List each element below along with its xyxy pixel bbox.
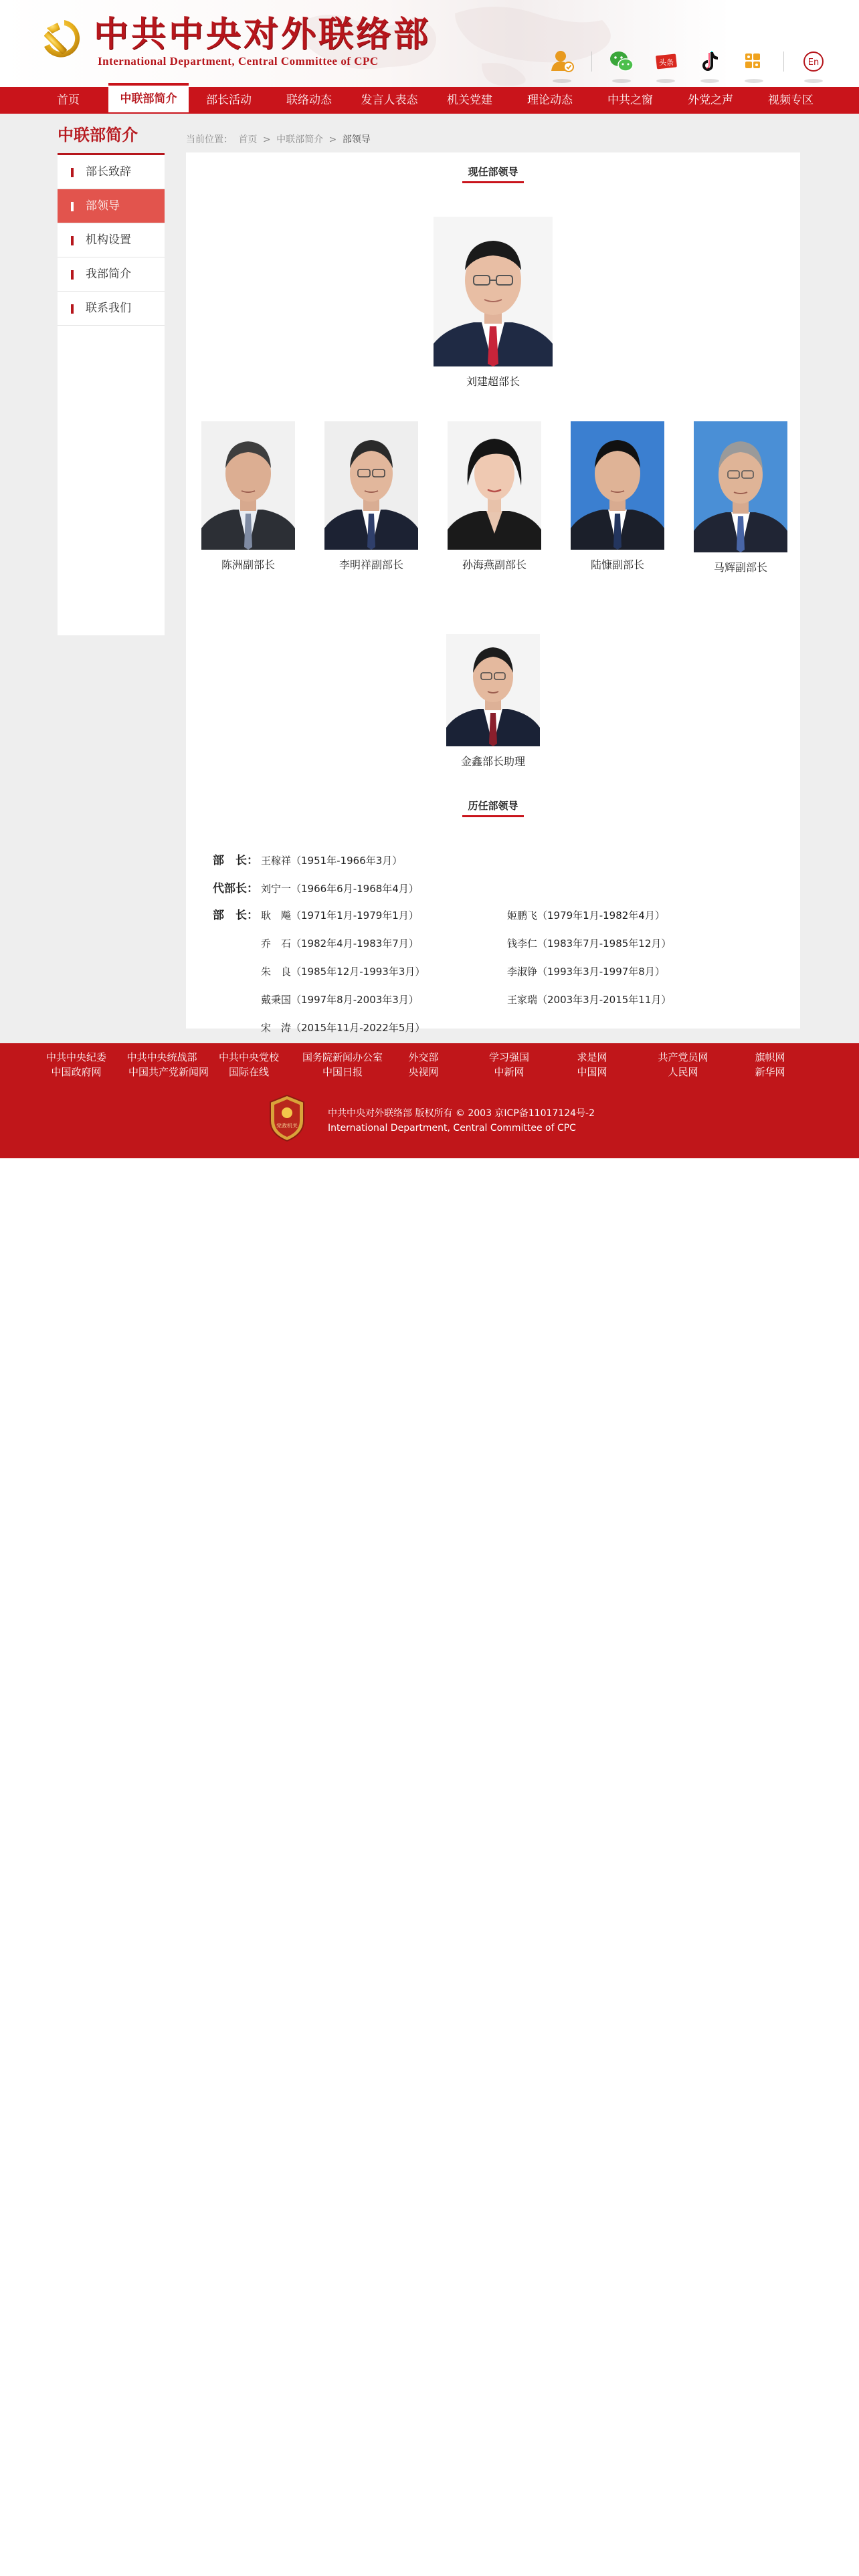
footer-copyright-cn: 中共中央对外联络部 版权所有 © 2003 京ICP备11017124号-2	[328, 1108, 595, 1119]
footer-link[interactable]: 中共中央统战部	[126, 1051, 197, 1063]
sidebar-title: 中联部简介	[58, 120, 165, 155]
footer-link[interactable]: 共产党员网	[658, 1051, 708, 1063]
sidebar	[58, 120, 165, 635]
header-separator	[783, 51, 784, 72]
sidebar-list	[58, 155, 165, 635]
leader-caption: 金鑫部长助理	[460, 755, 525, 768]
leader-photo[interactable]	[324, 421, 418, 550]
former-leader-entry: 乔 石（1982年4月-1983年7月）	[261, 938, 419, 950]
leader-caption: 刘建超部长	[466, 375, 520, 388]
english-label: En	[807, 58, 820, 68]
government-site-badge-icon[interactable]	[268, 1094, 306, 1142]
former-leader-row	[213, 851, 402, 867]
former-leader-entry: 王稼祥（1951年-1966年3月）	[261, 855, 403, 867]
wechat-icon[interactable]	[607, 47, 636, 76]
site-title: 中共中央对外联络部	[94, 14, 432, 55]
former-leader-entry: 刘宁一（1966年6月-1968年4月）	[261, 883, 419, 895]
footer-link[interactable]: 求是网	[577, 1051, 607, 1063]
footer-link[interactable]: 中国日报	[322, 1066, 363, 1078]
former-leader-entry: 耿 飚（1971年1月-1979年1月）	[261, 909, 419, 922]
former-leader-role: 代部长：	[213, 882, 258, 895]
sidebar-item-leaders[interactable]: 部领导	[58, 189, 165, 223]
footer-link[interactable]: 国务院新闻办公室	[302, 1051, 383, 1063]
nav-item-party-building[interactable]: 机关党建	[447, 94, 492, 107]
former-leader-entry-right: 钱李仁（1983年7月-1985年12月）	[507, 938, 672, 950]
breadcrumb-separator: >	[328, 134, 337, 145]
nav-item-liaison-news[interactable]: 联络动态	[286, 94, 332, 107]
leader-photo[interactable]	[434, 217, 553, 366]
header-icon-bar	[533, 43, 828, 80]
footer-link[interactable]: 央视网	[408, 1066, 439, 1078]
nav-item-home[interactable]: 首页	[57, 94, 80, 107]
footer-copyright	[328, 1106, 595, 1136]
leader-photo[interactable]	[694, 421, 787, 552]
nav-item-theory[interactable]: 理论动态	[527, 94, 573, 107]
footer-link[interactable]: 中国网	[577, 1066, 607, 1078]
former-leader-role: 部 长：	[213, 854, 258, 867]
main-content-card	[186, 152, 800, 1034]
site-footer	[0, 1043, 859, 1158]
sidebar-item-minister-speech[interactable]: 部长致辞	[58, 155, 165, 189]
footer-link[interactable]: 旗帜网	[755, 1051, 785, 1063]
footer-link[interactable]: 国际在线	[228, 1066, 269, 1078]
nav-item-cpc-window[interactable]: 中共之窗	[607, 94, 653, 107]
sidebar-item-introduction[interactable]: 我部简介	[58, 257, 165, 292]
former-leader-entry-right: 王家瑞（2003年3月-2015年11月）	[507, 994, 672, 1006]
english-icon[interactable]	[799, 47, 828, 76]
footer-link[interactable]: 新华网	[755, 1066, 785, 1078]
breadcrumb-current: 部领导	[342, 134, 371, 145]
footer-link[interactable]: 中共中央党校	[218, 1051, 279, 1063]
current-leaders-heading	[186, 165, 800, 183]
site-header	[0, 0, 859, 87]
footer-link[interactable]: 中共中央纪委	[45, 1051, 106, 1063]
former-leader-entry-right: 李淑铮（1993年3月-1997年8月）	[507, 966, 665, 978]
former-leader-entry: 朱 良（1985年12月-1993年3月）	[261, 966, 425, 978]
main-nav	[0, 87, 859, 114]
leader-card-vice-minister[interactable]	[191, 421, 305, 572]
breadcrumb-about-link[interactable]: 中联部简介	[276, 134, 324, 145]
nav-item-minister-activities[interactable]: 部长活动	[206, 94, 252, 107]
leader-card-vice-minister[interactable]	[438, 421, 551, 572]
former-leader-row	[213, 905, 419, 922]
nav-item-video[interactable]: 视频专区	[768, 94, 814, 107]
leader-photo[interactable]	[201, 421, 295, 550]
leader-photo[interactable]	[446, 634, 540, 746]
former-leader-entry: 宋 涛（2015年11月-2022年5月）	[261, 1022, 425, 1034]
footer-link[interactable]: 人民网	[668, 1066, 698, 1078]
leader-caption: 陆慷副部长	[590, 558, 644, 571]
nav-item-spokesperson[interactable]: 发言人表态	[361, 94, 418, 107]
toutiao-label: 头条	[659, 58, 674, 67]
sidebar-item-contact[interactable]: 联系我们	[58, 292, 165, 326]
footer-link[interactable]: 中国政府网	[51, 1066, 102, 1078]
leader-caption: 马辉副部长	[713, 561, 767, 574]
breadcrumb-separator: >	[262, 134, 271, 145]
leader-photo[interactable]	[571, 421, 664, 550]
site-subtitle: International Department, Central Committee of CPC	[98, 55, 379, 68]
footer-link[interactable]: 外交部	[408, 1051, 439, 1063]
former-leaders-heading-text: 历任部领导	[462, 798, 523, 817]
former-leader-entry: 戴秉国（1997年8月-2003年3月）	[261, 994, 419, 1006]
breadcrumb-home-link[interactable]: 首页	[238, 134, 258, 145]
current-leaders-heading-text: 现任部领导	[462, 165, 523, 183]
weibo-icon[interactable]	[739, 47, 769, 76]
toutiao-icon[interactable]	[651, 47, 680, 76]
former-leader-role: 部 长：	[213, 909, 258, 922]
footer-link[interactable]: 学习强国	[488, 1051, 529, 1063]
header-separator	[591, 51, 592, 72]
breadcrumb	[186, 132, 373, 146]
leader-card-vice-minister[interactable]	[561, 421, 674, 572]
footer-copyright-en: International Department, Central Committee of CPC	[328, 1123, 576, 1134]
badge-label: 党政机关	[276, 1123, 298, 1129]
party-emblem-logo[interactable]	[37, 16, 86, 64]
leader-card-assistant[interactable]	[436, 634, 550, 768]
leader-card-vice-minister[interactable]	[684, 421, 797, 574]
user-login-icon[interactable]	[547, 47, 577, 76]
leader-photo[interactable]	[448, 421, 541, 550]
footer-link[interactable]: 中新网	[494, 1066, 524, 1078]
breadcrumb-prefix: 当前位置：	[186, 134, 233, 145]
nav-item-foreign-parties[interactable]: 外党之声	[688, 94, 733, 107]
sidebar-item-organization[interactable]: 机构设置	[58, 223, 165, 257]
leader-caption: 李明祥副部长	[339, 558, 403, 571]
nav-item-about[interactable]: 中联部简介	[108, 83, 189, 112]
leader-caption: 孙海燕副部长	[462, 558, 527, 571]
leader-caption: 陈洲副部长	[221, 558, 275, 571]
footer-link[interactable]: 中国共产党新闻网	[128, 1066, 209, 1078]
former-leader-entry-right: 姬鹏飞（1979年1月-1982年4月）	[507, 909, 665, 922]
leader-card-vice-minister[interactable]	[314, 421, 428, 572]
douyin-icon[interactable]	[695, 47, 725, 76]
former-leader-row	[213, 879, 419, 895]
leader-card-minister[interactable]	[436, 217, 550, 389]
former-leaders-heading	[186, 798, 800, 817]
